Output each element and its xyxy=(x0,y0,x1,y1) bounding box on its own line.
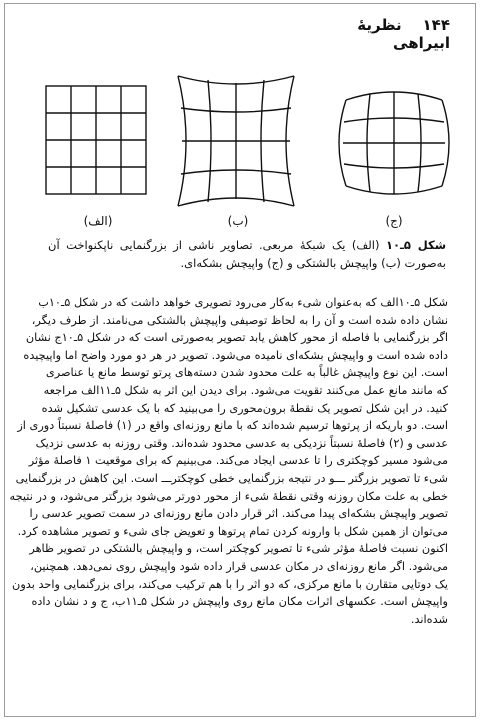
body-line: اگر بزرگنمایی با فاصله از محور کاهش یابد تصویر به‌صورتی است که در شکل ۵ـ۱۰ج نشان xyxy=(25,331,448,345)
body-line: خطی به علت مکان روزنه وقتی نقطهٔ شیء از محور دورتر می‌شود بزرگتر می‌شود، و در نتیجه xyxy=(9,489,448,503)
pincushion-grid-figure xyxy=(178,76,294,206)
body-line: شکل ۵ـ۱۰الف که به‌عنوان شیء به‌کار می‌رود تصویری خواهد داشت که در شکل ۵ـ۱۰ب xyxy=(38,296,448,309)
body-line: اکنون نسبت فاصلهٔ مؤثر شیء تا تصویر کوچکتر است، و واپیچش بالشتکی در تصویر ظاهر xyxy=(29,542,448,556)
body-line: است. دو باریکه از پرتوها ترسیم شده‌اند که با مانع روزنه‌ای واقع در (۱) فاصلهٔ نسبتاً دوری از xyxy=(17,419,448,433)
body-line: واپیچش است. عکسهای اثرات مکان مانع روی واپیچش در شکل ۵ـ۱۱ب، ج و د نشان داده xyxy=(31,595,448,609)
square-grid-figure xyxy=(46,86,146,194)
body-line: نشان داده شده است و آن را به لحاظ توصیفی واپیچش بالشتکی می‌نامند. از طرف دیگر، xyxy=(31,313,448,327)
body-line: می‌شود. اگر مانع روزنه‌ای در مکان عدسی قرار داده شود واپیچش روی نمی‌دهد. همچنین، xyxy=(30,559,448,573)
figure-label-b: (ب) xyxy=(227,214,249,228)
body-line: کنید. در این شکل تصویر یک نقطهٔ برون‌محوری را می‌بینید که با یک عدسی تشکیل شده xyxy=(41,401,448,415)
caption-label: شکل ۵ـ۱۰ xyxy=(385,238,447,252)
body-line: است. این نوع واپیچش غالباً به علت محدود شدن دسته‌های پرتو توسط مانع یا عناصری xyxy=(45,366,448,380)
body-line: که مانند مانع عمل می‌کنند تقویت می‌شود. برای دیدن این اثر به شکل ۵ـ۱۱الف مراجعه xyxy=(43,383,448,397)
body-line: شیء تا تصویر بزرگتر ـــو در نتیجه بزرگنمایی خطی کوچکترـــ است. این کاهش در بزرگنمایی xyxy=(15,471,448,485)
running-title: نظریهٔ ابیراهی xyxy=(357,16,450,52)
body-line: می‌شود مسیر کوچکتری را تا عدسی ایجاد می‌کند. می‌بینیم که برای موقعیت ۱ فاصلهٔ مؤثر xyxy=(28,454,448,468)
figure-label-c: (ج) xyxy=(385,214,403,228)
body-line: می‌توان از همین شکل با وارونه کردن تمام پرتوها و تعویض جای شیء و تصویر مشاهده کرد. xyxy=(17,524,448,538)
figure-caption xyxy=(48,236,446,272)
caption-text: (الف) یک شبکهٔ مربعی. تصاویر ناشی از بزرگنمایی ناپکنواخت آن به‌صورت (ب) واپیچش بالشتکی و (ج) واپیچش بشکه‌ای. xyxy=(48,238,446,270)
body-line: داده شده است و واپیچش بشکه‌ای نامیده می‌شود. تصویر در هر دو مورد واضح اما واپیچیده xyxy=(23,348,448,362)
body-line: عدسی و (۲) فاصلهٔ نسبتاً نزدیکی به عدسی محدود شده‌اند. وقتی روزنه به عدسی نزدیک xyxy=(35,436,448,450)
barrel-grid-figure xyxy=(339,92,449,194)
body-paragraph xyxy=(9,294,448,628)
figure-label-a: (الف) xyxy=(83,214,113,228)
page-number: ۱۴۴ xyxy=(422,16,450,34)
body-line: یک دوتایی متقارن با مانع مرکزی، که دو اثر را با هم ترکیب می‌کند، برای بزرگنمایی واحد بدون xyxy=(12,577,448,591)
body-line: شده‌اند. xyxy=(410,612,448,626)
body-line: تصویر واپیچش بشکه‌ای پیدا می‌کند. اثر قرار دادن مانع روزنه‌ای در سمت تصویر عدسی را xyxy=(29,507,448,521)
figure-5-10 xyxy=(0,0,482,240)
